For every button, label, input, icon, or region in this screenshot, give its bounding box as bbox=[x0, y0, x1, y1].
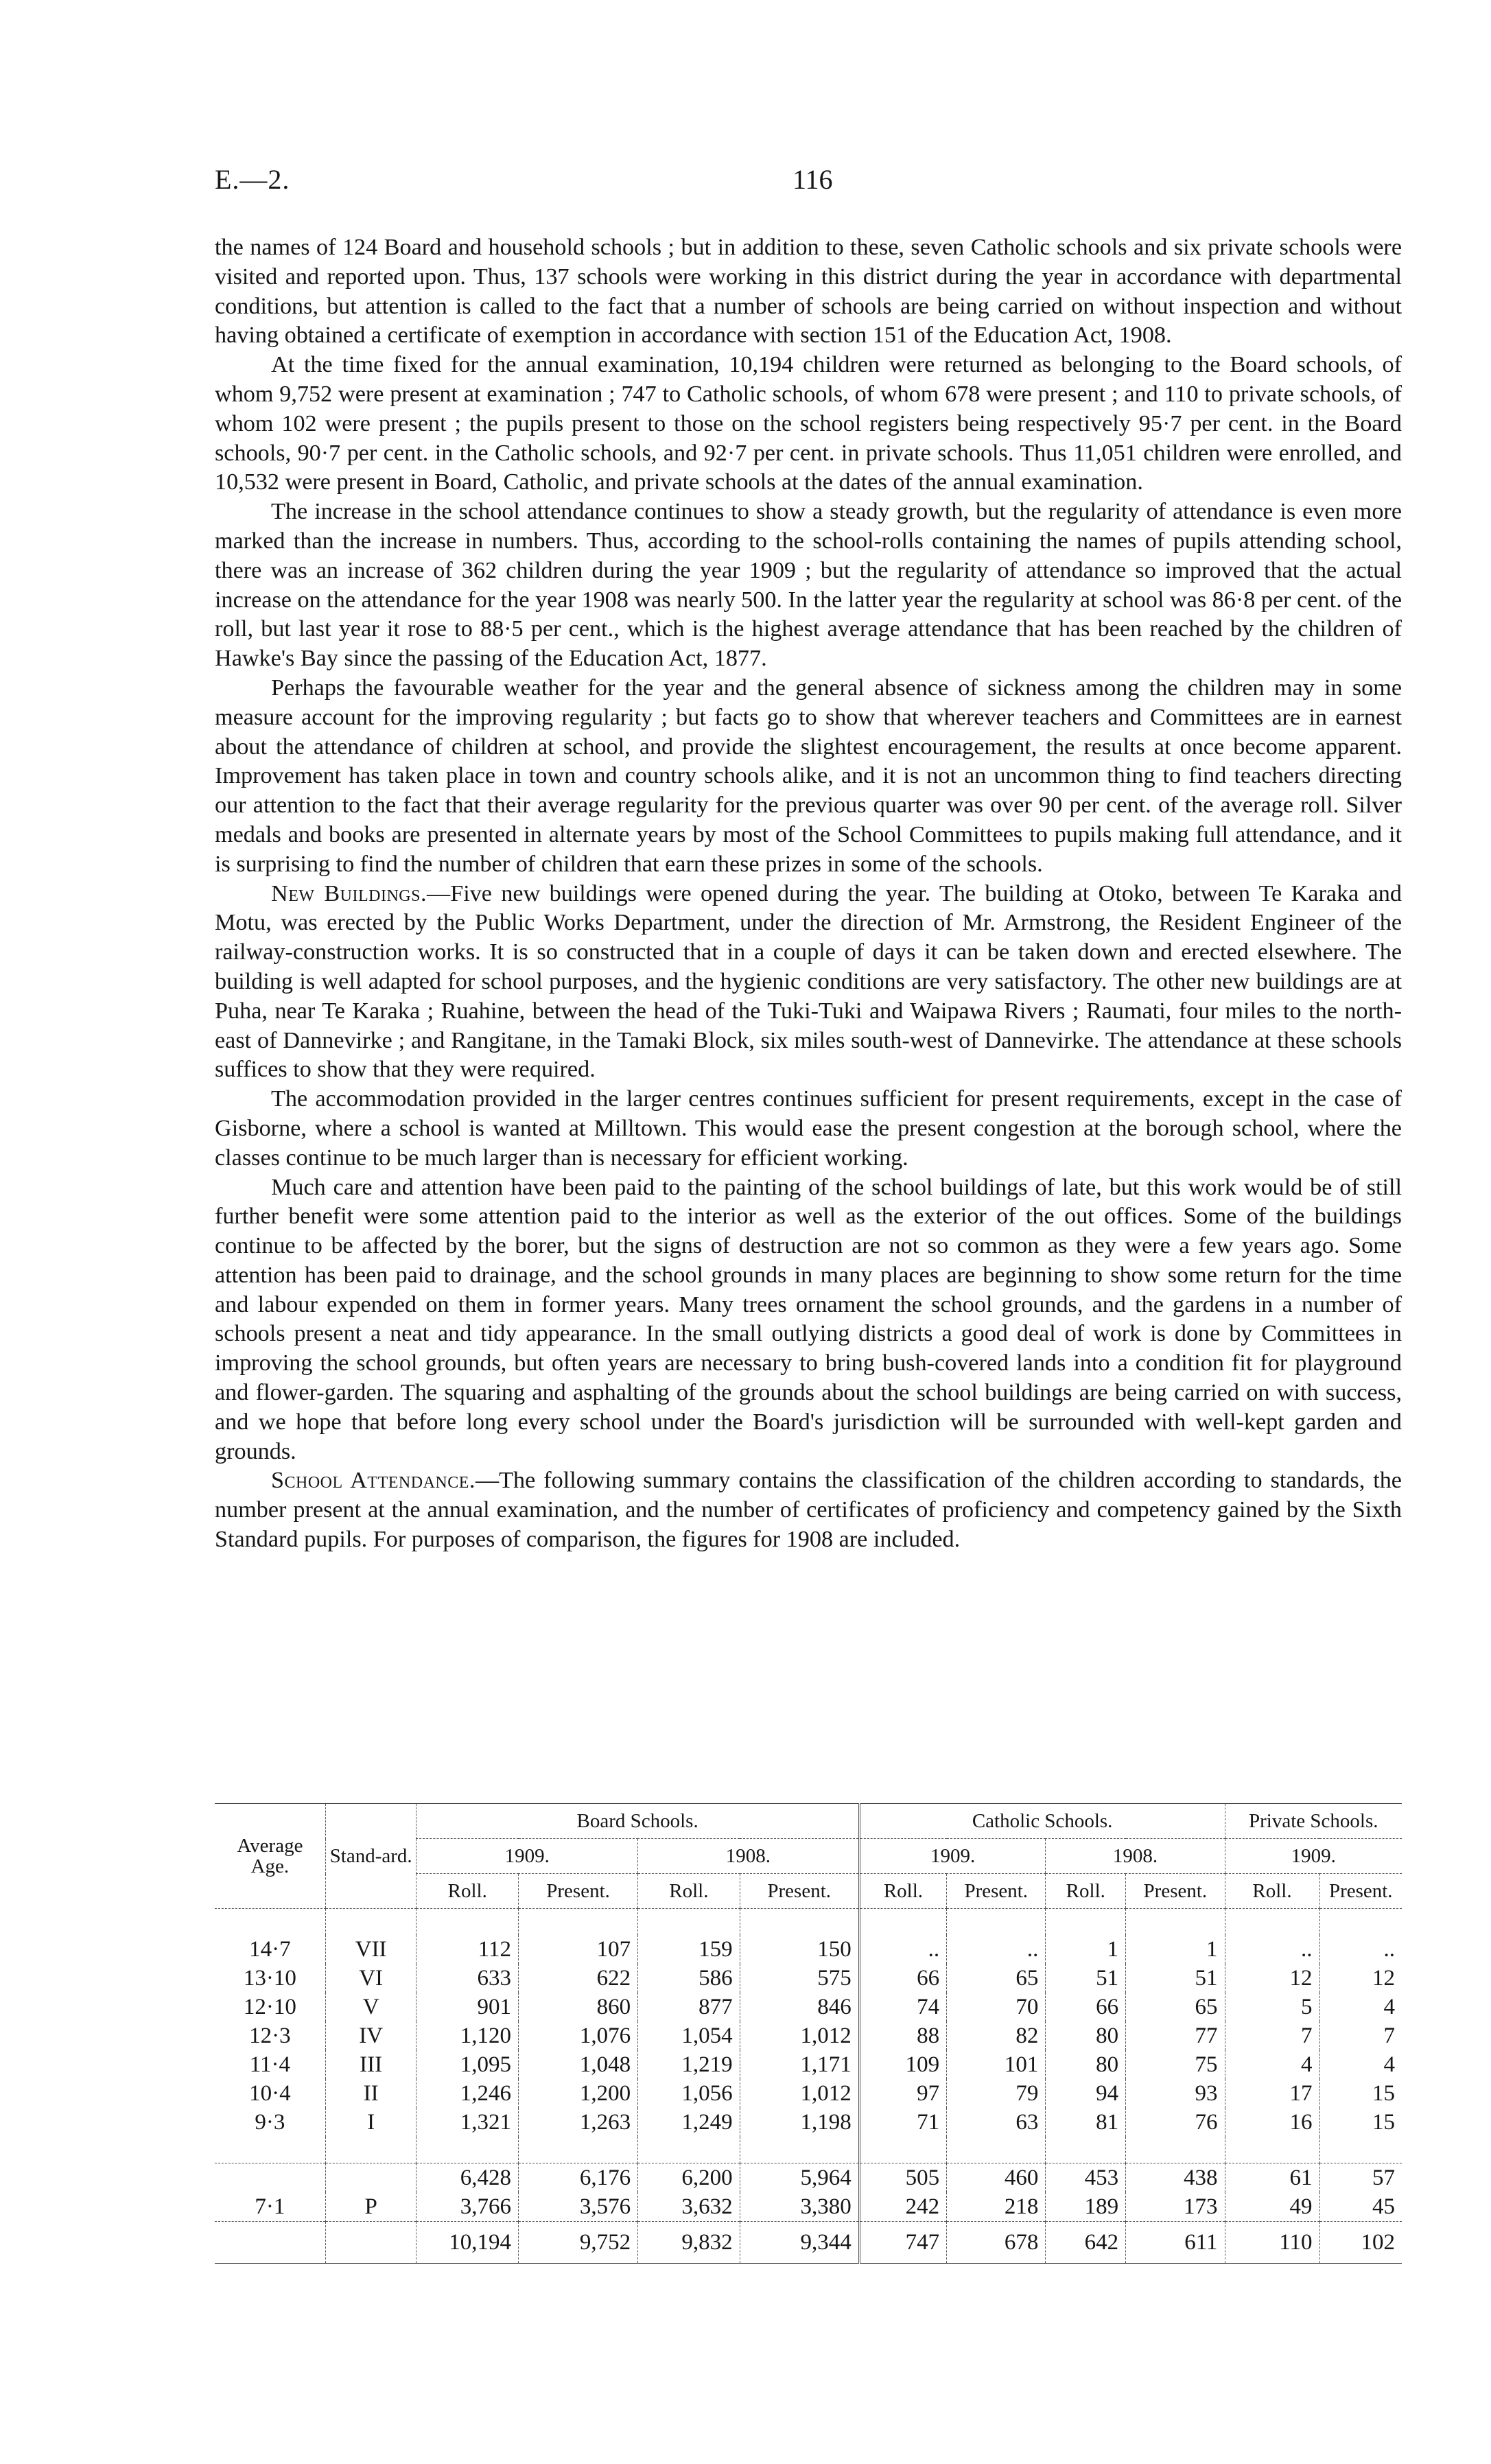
cell-value: .. bbox=[859, 1935, 946, 1964]
cell-value: 101 bbox=[947, 2050, 1046, 2079]
attendance-table bbox=[215, 1803, 1402, 2264]
cell-value: 438 bbox=[1126, 2163, 1225, 2193]
col-present: Present. bbox=[740, 1874, 859, 1909]
private-year-1909: 1909. bbox=[1225, 1839, 1402, 1874]
cell-value: 877 bbox=[638, 1993, 740, 2021]
cell-value: 4 bbox=[1319, 2050, 1402, 2079]
subtotal-row bbox=[215, 2163, 1402, 2193]
cell-age bbox=[215, 2163, 325, 2193]
col-roll: Roll. bbox=[1046, 1874, 1126, 1909]
cell-value: 846 bbox=[740, 1993, 859, 2021]
cell-value: 75 bbox=[1126, 2050, 1225, 2079]
cell-standard bbox=[325, 2163, 416, 2193]
cell-value: 159 bbox=[638, 1935, 740, 1964]
cell-value: 70 bbox=[947, 1993, 1046, 2021]
cell-value: 107 bbox=[519, 1935, 638, 1964]
cell-value: 57 bbox=[1319, 2163, 1402, 2193]
cell-value: 860 bbox=[519, 1993, 638, 2021]
cell-value: 16 bbox=[1225, 2108, 1319, 2137]
cell-value: 97 bbox=[859, 2079, 946, 2108]
cell-value: 80 bbox=[1046, 2021, 1126, 2050]
group-private-schools: Private Schools. bbox=[1225, 1804, 1402, 1839]
cell-value: 242 bbox=[859, 2192, 946, 2222]
cell-value: 1,200 bbox=[519, 2079, 638, 2108]
cell-value: 66 bbox=[1046, 1993, 1126, 2021]
cell-value: 678 bbox=[947, 2222, 1046, 2264]
cell-standard: II bbox=[325, 2079, 416, 2108]
cell-value: 622 bbox=[519, 1964, 638, 1993]
cell-value: 1,219 bbox=[638, 2050, 740, 2079]
cell-value: 74 bbox=[859, 1993, 946, 2021]
paragraph: the names of 124 Board and household schools ; but in addition to these, seven Catholic schools and six private schools were visited and reported upon. Thus, 137 schools were working in this district during the year in accordance with departmental conditions, but attention is called to the fact that a number of schools are being carried on without inspection and without having obtained a certificate of exemption in accordance with section 151 of the Education Act, 1908. bbox=[215, 235, 1402, 349]
cell-value: 82 bbox=[947, 2021, 1046, 2050]
cell-value: 65 bbox=[947, 1964, 1046, 1993]
cell-value: 17 bbox=[1225, 2079, 1319, 2108]
cell-value: 3,380 bbox=[740, 2192, 859, 2222]
cell-value: 1,171 bbox=[740, 2050, 859, 2079]
cell-value: 1,249 bbox=[638, 2108, 740, 2137]
cell-age: 10·4 bbox=[249, 2081, 291, 2106]
group-catholic-schools: Catholic Schools. bbox=[859, 1804, 1225, 1839]
cell-value: 460 bbox=[947, 2163, 1046, 2193]
cell-value: 71 bbox=[859, 2108, 946, 2137]
paragraph bbox=[215, 1466, 1402, 1554]
cell-age: 12·10 bbox=[243, 1995, 296, 2019]
cell-age: 11·4 bbox=[249, 2052, 291, 2077]
cell-value: 189 bbox=[1046, 2192, 1126, 2222]
cell-value: 3,576 bbox=[519, 2192, 638, 2222]
table-row bbox=[215, 2021, 1402, 2050]
cell-value: 110 bbox=[1225, 2222, 1319, 2264]
cell-standard: VII bbox=[325, 1935, 416, 1964]
cell-value: 1 bbox=[1126, 1935, 1225, 1964]
col-present: Present. bbox=[947, 1874, 1046, 1909]
paragraph-text: —Five new buildings were opened during the year. The building at Otoko, between Te Karaka and Motu, was erected by the Public Works Department, under the direction of Mr. Armstrong, the Resident Engineer of the railway-construction works. It is so constructed that in a couple of days it can be taken down and erected elsewhere. The building is well adapted for school purposes, and the hygienic conditions are very satisfactory. The other new buildings are at Puha, near Te Karaka ; Ruahine, between the head of the Tuki-Tuki and Waipawa Rivers ; Raumati, four miles to the north-east of Dannevirke ; and Rangitane, in the Tamaki Block, six miles south-west of Dannevirke. The attendance at these schools suffices to show that they were required. bbox=[215, 880, 1402, 1083]
section-heading: School Attendance. bbox=[271, 1468, 476, 1494]
cell-value: 7 bbox=[1319, 2021, 1402, 2050]
paragraph: At the time fixed for the annual examination, 10,194 children were returned as belonging to the Board schools, of whom 9,752 were present at examination ; 747 to Catholic schools, of whom 678 were present ; and 110 to private schools, of whom 102 were present ; the pupils present to those on the school registers being respectively 95·7 per cent. in the Board schools, 90·7 per cent. in the Catholic schools, and 92·7 per cent. in private schools. Thus 11,051 children were enrolled, and 10,532 were present in Board, Catholic, and private schools at the dates of the annual examination. bbox=[215, 352, 1402, 495]
cell-value: 747 bbox=[859, 2222, 946, 2264]
cell-value: 15 bbox=[1319, 2079, 1402, 2108]
cell-value: 94 bbox=[1046, 2079, 1126, 2108]
cell-value: 150 bbox=[740, 1935, 859, 1964]
cell-value: 80 bbox=[1046, 2050, 1126, 2079]
cell-value: 77 bbox=[1126, 2021, 1225, 2050]
cell-value: 15 bbox=[1319, 2108, 1402, 2137]
cell-value: .. bbox=[1319, 1935, 1402, 1964]
cell-value: 1,120 bbox=[416, 2021, 519, 2050]
table-row bbox=[215, 1964, 1402, 1993]
cell-value: 51 bbox=[1046, 1964, 1126, 1993]
cell-value: 1,054 bbox=[638, 2021, 740, 2050]
cell-value: 1,321 bbox=[416, 2108, 519, 2137]
cell-value: 1,012 bbox=[740, 2079, 859, 2108]
cell-value: 109 bbox=[859, 2050, 946, 2079]
col-roll: Roll. bbox=[416, 1874, 519, 1909]
cell-value: 1,076 bbox=[519, 2021, 638, 2050]
cell-value: 12 bbox=[1319, 1964, 1402, 1993]
cell-value: 9,344 bbox=[740, 2222, 859, 2264]
cell-value: 6,176 bbox=[519, 2163, 638, 2193]
cell-value: 61 bbox=[1225, 2163, 1319, 2193]
cell-value: 6,428 bbox=[416, 2163, 519, 2193]
cell-value: 10,194 bbox=[416, 2222, 519, 2264]
cell-standard: I bbox=[325, 2108, 416, 2137]
body-text bbox=[215, 233, 1402, 1555]
cell-value: 1,056 bbox=[638, 2079, 740, 2108]
paragraph: Perhaps the favourable weather for the year and the general absence of sickness among the children may in some measure account for the improving regularity ; but facts go to show that wherever teachers and Committees are in earnest about the attendance of children at school, and provide the slightest encouragement, the results at once become apparent. Improvement has taken place in town and country schools alike, and it is not an uncommon thing to find teachers directing our attention to the fact that their average regularity for the previous quarter was over 90 per cent. of the average roll. Silver medals and books are presented in alternate years by most of the School Committees to pupils making full attendance, and it is surprising to find the number of children that earn these prizes in some of the schools. bbox=[215, 674, 1402, 877]
table-row bbox=[215, 2108, 1402, 2137]
col-roll: Roll. bbox=[638, 1874, 740, 1909]
paragraph: Much care and attention have been paid to the painting of the school buildings of late, but this work would be of still further benefit were some attention paid to the interior as well as the exterior of the out offices. Some of the buildings continue to be affected by the borer, but the signs of destruction are not so common as they were a few years ago. Some attention has been paid to drainage, and the school grounds in many places are beginning to show some return for the time and labour expended on them in former years. Many trees ornament the school grounds, and the gardens in a number of schools present a neat and tidy appearance. In the small outlying districts a good deal of work is done by Committees in improving the school grounds, but often years are necessary to bring bush-covered lands into a condition fit for playground and flower-garden. The squaring and asphalting of the grounds about the school buildings are being carried on with success, and we hope that before long every school under the Board's jurisdiction will be surrounded with well-kept garden and grounds. bbox=[215, 1174, 1402, 1464]
col-present: Present. bbox=[1126, 1874, 1225, 1909]
col-standard: Stand-ard. bbox=[325, 1804, 416, 1909]
catholic-year-1909: 1909. bbox=[859, 1839, 1046, 1874]
group-board-schools: Board Schools. bbox=[416, 1804, 859, 1839]
cell-value: 93 bbox=[1126, 2079, 1225, 2108]
cell-value: 173 bbox=[1126, 2192, 1225, 2222]
catholic-year-1908: 1908. bbox=[1046, 1839, 1225, 1874]
cell-value: 66 bbox=[859, 1964, 946, 1993]
cell-standard bbox=[325, 2222, 416, 2264]
cell-value: 6,200 bbox=[638, 2163, 740, 2193]
cell-value: 1 bbox=[1046, 1935, 1126, 1964]
cell-value: 3,632 bbox=[638, 2192, 740, 2222]
table-row-p bbox=[215, 2192, 1402, 2222]
cell-value: 79 bbox=[947, 2079, 1046, 2108]
cell-age: 7·1 bbox=[255, 2194, 285, 2219]
cell-age bbox=[215, 2222, 325, 2264]
cell-value: 586 bbox=[638, 1964, 740, 1993]
table-row bbox=[215, 2079, 1402, 2108]
paragraph: The increase in the school attendance continues to show a steady growth, but the regularity of attendance is even more marked than the increase in numbers. Thus, according to the school-rolls containing the names of pupils attending school, there was an increase of 362 children during the year 1909 ; but the regularity of attendance so improved that the actual increase on the attendance for the year 1908 was nearly 500. In the latter year the regularity at school was 86·8 per cent. of the roll, but last year it rose to 88·5 per cent., which is the highest average attendance that has been reached by the children of Hawke's Bay since the passing of the Education Act, 1877. bbox=[215, 499, 1402, 672]
paragraph bbox=[215, 880, 1402, 1086]
cell-value: 12 bbox=[1225, 1964, 1319, 1993]
cell-age: 9·3 bbox=[255, 2110, 285, 2135]
cell-value: 1,198 bbox=[740, 2108, 859, 2137]
cell-value: 1,048 bbox=[519, 2050, 638, 2079]
cell-standard: III bbox=[325, 2050, 416, 2079]
cell-value: 5,964 bbox=[740, 2163, 859, 2193]
cell-value: 1,012 bbox=[740, 2021, 859, 2050]
cell-age: 13·10 bbox=[243, 1966, 296, 1991]
cell-value: 3,766 bbox=[416, 2192, 519, 2222]
table-row bbox=[215, 1935, 1402, 1964]
cell-value: 81 bbox=[1046, 2108, 1126, 2137]
cell-standard: IV bbox=[325, 2021, 416, 2050]
cell-value: 505 bbox=[859, 2163, 946, 2193]
cell-value: 611 bbox=[1126, 2222, 1225, 2264]
spacer-row bbox=[215, 1909, 1402, 1936]
cell-value: 5 bbox=[1225, 1993, 1319, 2021]
cell-value: 575 bbox=[740, 1964, 859, 1993]
cell-value: 7 bbox=[1225, 2021, 1319, 2050]
cell-age: 12·3 bbox=[249, 2023, 291, 2048]
cell-value: 76 bbox=[1126, 2108, 1225, 2137]
totals-row bbox=[215, 2222, 1402, 2264]
cell-value: 4 bbox=[1225, 2050, 1319, 2079]
cell-value: 9,832 bbox=[638, 2222, 740, 2264]
cell-value: 218 bbox=[947, 2192, 1046, 2222]
cell-value: 9,752 bbox=[519, 2222, 638, 2264]
cell-standard: V bbox=[325, 1993, 416, 2021]
cell-value: 901 bbox=[416, 1993, 519, 2021]
document-code: E.—2. bbox=[215, 164, 290, 195]
attendance-table-wrapper bbox=[215, 1803, 1402, 2264]
col-roll: Roll. bbox=[859, 1874, 946, 1909]
cell-value: 102 bbox=[1319, 2222, 1402, 2264]
cell-value: 49 bbox=[1225, 2192, 1319, 2222]
cell-standard: P bbox=[325, 2192, 416, 2222]
cell-value: 112 bbox=[416, 1935, 519, 1964]
cell-age: 14·7 bbox=[249, 1937, 291, 1962]
paragraph: The accommodation provided in the larger centres continues sufficient for present requirements, except in the case of Gisborne, where a school is wanted at Milltown. This would ease the present congestion at the borough school, where the classes continue to be much larger than is necessary for efficient working. bbox=[215, 1086, 1402, 1171]
cell-value: 633 bbox=[416, 1964, 519, 1993]
cell-value: 1,263 bbox=[519, 2108, 638, 2137]
board-year-1908: 1908. bbox=[638, 1839, 860, 1874]
table-row bbox=[215, 1993, 1402, 2021]
cell-value: 88 bbox=[859, 2021, 946, 2050]
table-row bbox=[215, 2050, 1402, 2079]
cell-value: 1,095 bbox=[416, 2050, 519, 2079]
cell-value: 642 bbox=[1046, 2222, 1126, 2264]
col-average-age: Average Age. bbox=[215, 1804, 325, 1909]
cell-value: .. bbox=[947, 1935, 1046, 1964]
cell-value: 45 bbox=[1319, 2192, 1402, 2222]
cell-value: 51 bbox=[1126, 1964, 1225, 1993]
cell-value: 63 bbox=[947, 2108, 1046, 2137]
cell-standard: VI bbox=[325, 1964, 416, 1993]
cell-value: 453 bbox=[1046, 2163, 1126, 2193]
col-roll: Roll. bbox=[1225, 1874, 1319, 1909]
cell-value: 65 bbox=[1126, 1993, 1225, 2021]
paragraph-text: —The following summary contains the classification of the children according to standards, the number present at the annual examination, and the number of certificates of proficiency and competency gained by the Sixth Standard pupils. For purposes of comparison, the figures for 1908 are included. bbox=[215, 1468, 1402, 1553]
page-header bbox=[215, 163, 1402, 204]
col-present: Present. bbox=[1319, 1874, 1402, 1909]
cell-value: 4 bbox=[1319, 1993, 1402, 2021]
board-year-1909: 1909. bbox=[416, 1839, 638, 1874]
spacer-row bbox=[215, 2137, 1402, 2163]
page-number: 116 bbox=[793, 164, 833, 195]
col-present: Present. bbox=[519, 1874, 638, 1909]
cell-value: .. bbox=[1225, 1935, 1319, 1964]
cell-value: 1,246 bbox=[416, 2079, 519, 2108]
section-heading: New Buildings. bbox=[271, 880, 427, 906]
